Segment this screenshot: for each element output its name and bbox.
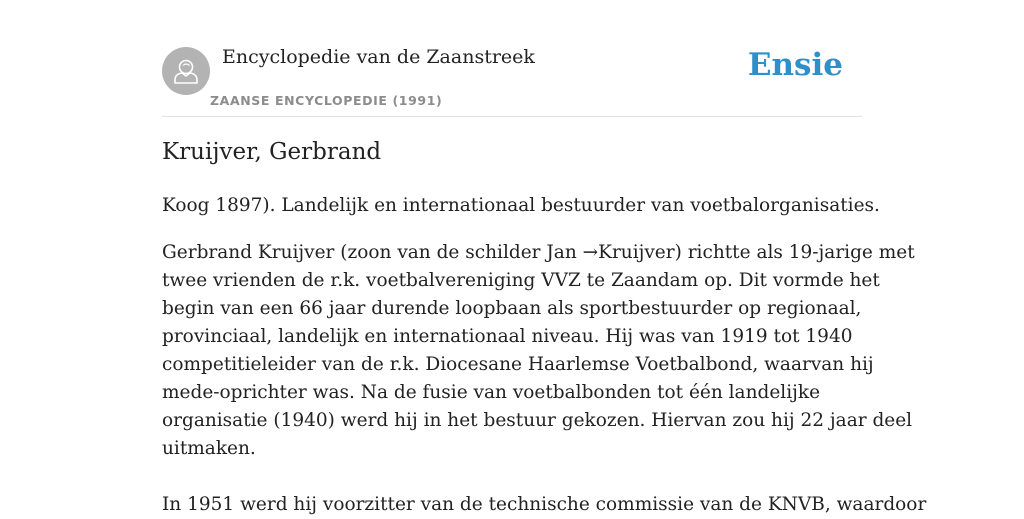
paragraph-line: organisatie (1940) werd hij in het bestuur gekozen. Hiervan zou hij 22 jaar deel — [162, 410, 913, 431]
cross-reference-link[interactable]: →Kruijver — [582, 242, 675, 263]
article-page — [162, 0, 927, 515]
source-subtitle: ZAANSE ENCYCLOPEDIE (1991) — [210, 93, 443, 108]
paragraph-line: competitieleider van de r.k. Diocesane Haarlemse Voetbalbond, waarvan hij — [162, 354, 874, 375]
paragraph-line: uitmaken. — [162, 438, 256, 459]
brand-logo[interactable]: Ensie — [747, 47, 843, 83]
paragraph-line: provinciaal, landelijk en internationaal niveau. Hij was van 1919 tot 1940 — [162, 326, 853, 347]
user-avatar-icon[interactable] — [162, 47, 210, 95]
paragraph-line: twee vrienden de r.k. voetbalvereniging VVZ te Zaandam op. Dit vormde het — [162, 270, 880, 291]
article-lead: Koog 1897). Landelijk en internationaal bestuurder van voetbalorganisaties. — [162, 195, 880, 216]
paragraph-gap — [162, 463, 862, 491]
paragraph-text: ) richtte als 19-jarige met — [674, 242, 915, 263]
paragraph-line: mede-oprichter was. Na de fusie van voetbalbonden tot één landelijke — [162, 382, 821, 403]
source-name-link[interactable]: Encyclopedie van de Zaanstreek — [222, 46, 535, 68]
article-title: Kruijver, Gerbrand — [162, 139, 382, 165]
paragraph-text: Gerbrand Kruijver (zoon van de schilder Jan — [162, 242, 583, 263]
paragraph-line: begin van een 66 jaar durende loopbaan als sportbestuurder op regionaal, — [162, 298, 862, 319]
source-header — [162, 0, 862, 117]
paragraph-line — [162, 239, 915, 267]
article-body — [162, 239, 927, 519]
paragraph-line: In 1951 werd hij voorzitter van de technische commissie van de KNVB, waardoor — [162, 494, 927, 515]
